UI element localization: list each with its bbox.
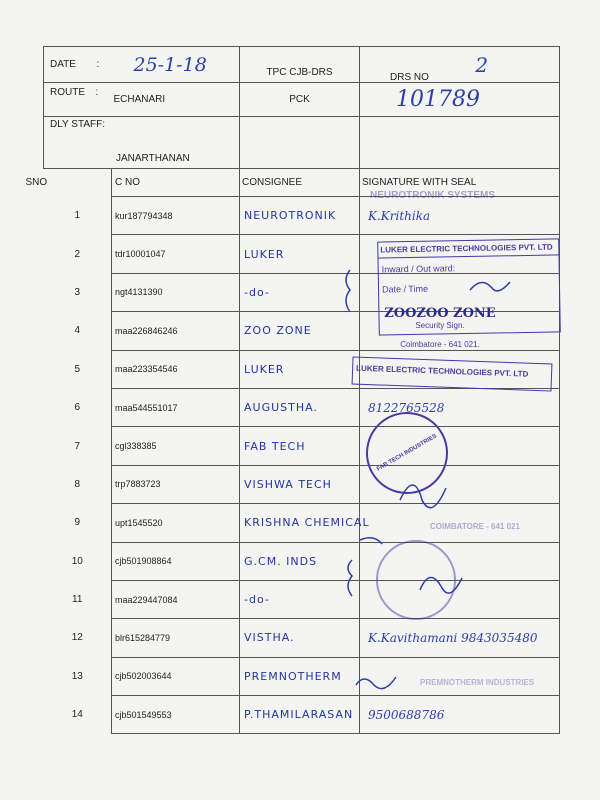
row-cno-cell — [112, 696, 240, 734]
row-sno: 6 — [74, 402, 81, 414]
row-cno: blr615284779 — [115, 632, 171, 643]
zoozo-stamp-security: Security Sign. — [415, 321, 465, 330]
delivery-log-table — [25, 46, 560, 734]
route-label: ROUTE — [50, 87, 85, 98]
row-cno: cjb501549553 — [115, 709, 172, 720]
row-cno: trp7883723 — [115, 479, 161, 490]
col-sno-label: SNO — [25, 177, 48, 189]
premnotherm-stamp-text: PREMNOTHERM INDUSTRIES — [420, 678, 535, 687]
luker-stamp-2-name: LUKER ELECTRIC TECHNOLOGIES PVT. LTD — [355, 363, 529, 379]
route-value-cell — [112, 83, 240, 117]
row-cno: maa223354546 — [115, 364, 178, 375]
row-consignee-cell — [240, 350, 360, 388]
row-signature-cell — [360, 197, 560, 235]
row-sno: 3 — [74, 286, 81, 298]
row-sno-cell — [44, 580, 112, 618]
row-sno: 7 — [74, 440, 81, 452]
coimbatore-stamp — [430, 522, 520, 531]
row-sno-cell — [44, 542, 112, 580]
pck-label: PCK — [289, 94, 310, 105]
row-signature: K.Kavithamani 9843035480 — [368, 630, 538, 645]
row-sno: 4 — [74, 325, 81, 337]
row-consignee: NEUROTRONIK — [244, 209, 337, 223]
drs-cell — [360, 47, 560, 83]
row-cno: upt1545520 — [115, 517, 163, 528]
table-row — [44, 619, 560, 657]
row-consignee-cell — [240, 542, 360, 580]
row-cno-cell — [112, 465, 240, 503]
row-sno: 14 — [71, 709, 83, 721]
date-value: 25-1-18 — [133, 53, 207, 76]
luker-stamp-1-name: LUKER ELECTRIC TECHNOLOGIES PVT. LTD — [378, 239, 558, 258]
row-consignee-cell — [240, 619, 360, 657]
row-sno-cell — [44, 504, 112, 542]
row-consignee: PREMNOTHERM — [244, 669, 342, 683]
row-consignee-cell — [240, 696, 360, 734]
row-signature-cell — [360, 696, 560, 734]
row-consignee: VISHWA TECH — [244, 477, 332, 491]
row-cno-cell — [112, 657, 240, 695]
row-cno: cjb501908864 — [115, 556, 172, 567]
drs-label: DRS NO — [390, 71, 429, 83]
row-consignee: G.CM. INDS — [244, 554, 318, 568]
staff-value: JANARTHANAN — [116, 153, 190, 164]
pck-value-cell — [360, 83, 560, 117]
col-sno — [25, 169, 112, 197]
pck-value: 101789 — [396, 87, 480, 112]
coimbatore-stamp-text: COIMBATORE - 641 021 — [430, 522, 520, 531]
row-consignee: KRISHNA CHEMICAL — [244, 516, 370, 530]
row-consignee: ZOO ZONE — [244, 324, 312, 338]
row-sno-cell — [44, 619, 112, 657]
row-sno-cell — [44, 312, 112, 350]
row-consignee: VISTHA. — [244, 631, 295, 645]
row-consignee: -do- — [244, 593, 270, 607]
row-cno: kur187794348 — [115, 210, 173, 221]
table-row — [44, 696, 560, 734]
staff-label: DLY STAFF: — [50, 119, 106, 130]
row-consignee-cell — [240, 657, 360, 695]
row-consignee: FAB TECH — [244, 439, 306, 453]
row-signature-cell — [360, 657, 560, 695]
row-sno-cell — [44, 657, 112, 695]
row-consignee-cell — [240, 427, 360, 465]
row-sno: 2 — [74, 248, 81, 260]
row-consignee-cell — [240, 312, 360, 350]
row-sno-cell — [44, 197, 112, 235]
row-cno: tdr10001047 — [115, 249, 166, 260]
row-cno-cell — [112, 388, 240, 426]
row-consignee-cell — [240, 465, 360, 503]
tpc-label: TPC CJB-DRS — [266, 67, 333, 78]
zoozo-stamp — [350, 306, 530, 349]
row-sno: 12 — [71, 632, 83, 644]
table-row — [44, 657, 560, 695]
row-sno-cell — [44, 388, 112, 426]
route-value: ECHANARI — [113, 94, 166, 105]
row-consignee: -do- — [244, 285, 270, 299]
table-row — [44, 465, 560, 503]
pck-cell — [240, 83, 360, 117]
row-signature: 9500688786 — [368, 707, 445, 722]
row-signature-cell — [360, 619, 560, 657]
row-sno-cell — [44, 235, 112, 273]
row-cno-cell — [112, 542, 240, 580]
row-cno: maa229447084 — [115, 594, 178, 605]
route-cell: ROUTE : — [44, 83, 112, 117]
luker-stamp-1-inward: Inward / Out ward: — [381, 263, 456, 275]
staff-cell — [44, 117, 240, 169]
row-consignee: LUKER — [244, 362, 285, 376]
row-sno: 11 — [72, 594, 83, 606]
row-cno: maa544551017 — [115, 402, 178, 413]
luker-stamp-1-date: Date / Time — [381, 283, 429, 295]
row-cno: cjb502003644 — [115, 671, 172, 682]
row-cno-cell — [112, 312, 240, 350]
row-cno-cell — [112, 580, 240, 618]
row-cno-cell — [112, 350, 240, 388]
row-sno-cell — [44, 465, 112, 503]
row-consignee-cell — [240, 388, 360, 426]
premnotherm-stamp — [420, 678, 534, 687]
table-row — [44, 542, 560, 580]
row-cno: ngt4131390 — [115, 287, 163, 298]
col-cno — [112, 169, 240, 197]
row-sno: 9 — [74, 517, 81, 529]
row-consignee-cell — [240, 273, 360, 311]
col-consignee — [240, 169, 360, 197]
col-signature-label: SIGNATURE WITH SEAL — [362, 177, 477, 188]
row-consignee-cell — [240, 235, 360, 273]
row-cno: maa226846246 — [115, 325, 178, 336]
row-consignee-cell — [240, 580, 360, 618]
row-sno-cell — [44, 427, 112, 465]
row-sno-cell — [44, 350, 112, 388]
row-sno-cell — [44, 696, 112, 734]
col-cno-label: C NO — [115, 177, 140, 188]
date-label: DATE — [50, 59, 76, 70]
zoozo-stamp-name: ZOOZOO ZONE — [384, 306, 496, 321]
tpc-cell — [240, 47, 360, 83]
round-seal-2 — [376, 540, 456, 620]
table-row — [44, 388, 560, 426]
row-cno-cell — [112, 619, 240, 657]
row-sno: 5 — [74, 363, 81, 375]
row-cno-cell — [112, 197, 240, 235]
row-sno-cell — [44, 273, 112, 311]
row-consignee: AUGUSTHA. — [244, 401, 318, 415]
date-value-cell — [112, 47, 240, 83]
row-consignee-cell — [240, 504, 370, 542]
drs-value: 2 — [475, 52, 489, 77]
table-row — [44, 197, 560, 235]
date-cell: DATE : — [44, 47, 112, 83]
row-sno: 1 — [74, 210, 81, 222]
table-row — [44, 580, 560, 618]
col-consignee-label: CONSIGNEE — [242, 177, 303, 188]
neurotronik-stamp — [370, 190, 495, 201]
row-cno-cell — [112, 504, 240, 542]
row-signature: 8122765528 — [368, 400, 445, 415]
row-signature: K.Krithika — [368, 208, 431, 223]
zoozo-stamp-city: Coimbatore - 641 021. — [400, 340, 480, 349]
neurotronik-stamp-text: NEUROTRONIK SYSTEMS — [370, 190, 496, 201]
row-consignee-cell — [240, 197, 360, 235]
row-sno: 8 — [74, 478, 81, 490]
row-sno: 13 — [71, 670, 83, 682]
row-cno: cgl338385 — [115, 441, 157, 452]
fabtech-seal-text: FAB TECH INDUSTRIES — [376, 433, 438, 473]
table-row — [44, 427, 560, 465]
row-consignee: LUKER — [244, 247, 285, 261]
row-cno-cell — [112, 235, 240, 273]
row-sno: 10 — [71, 555, 83, 567]
row-cno-cell — [112, 273, 240, 311]
row-consignee: P.THAMILARASAN — [244, 708, 354, 722]
row-cno-cell — [112, 427, 240, 465]
